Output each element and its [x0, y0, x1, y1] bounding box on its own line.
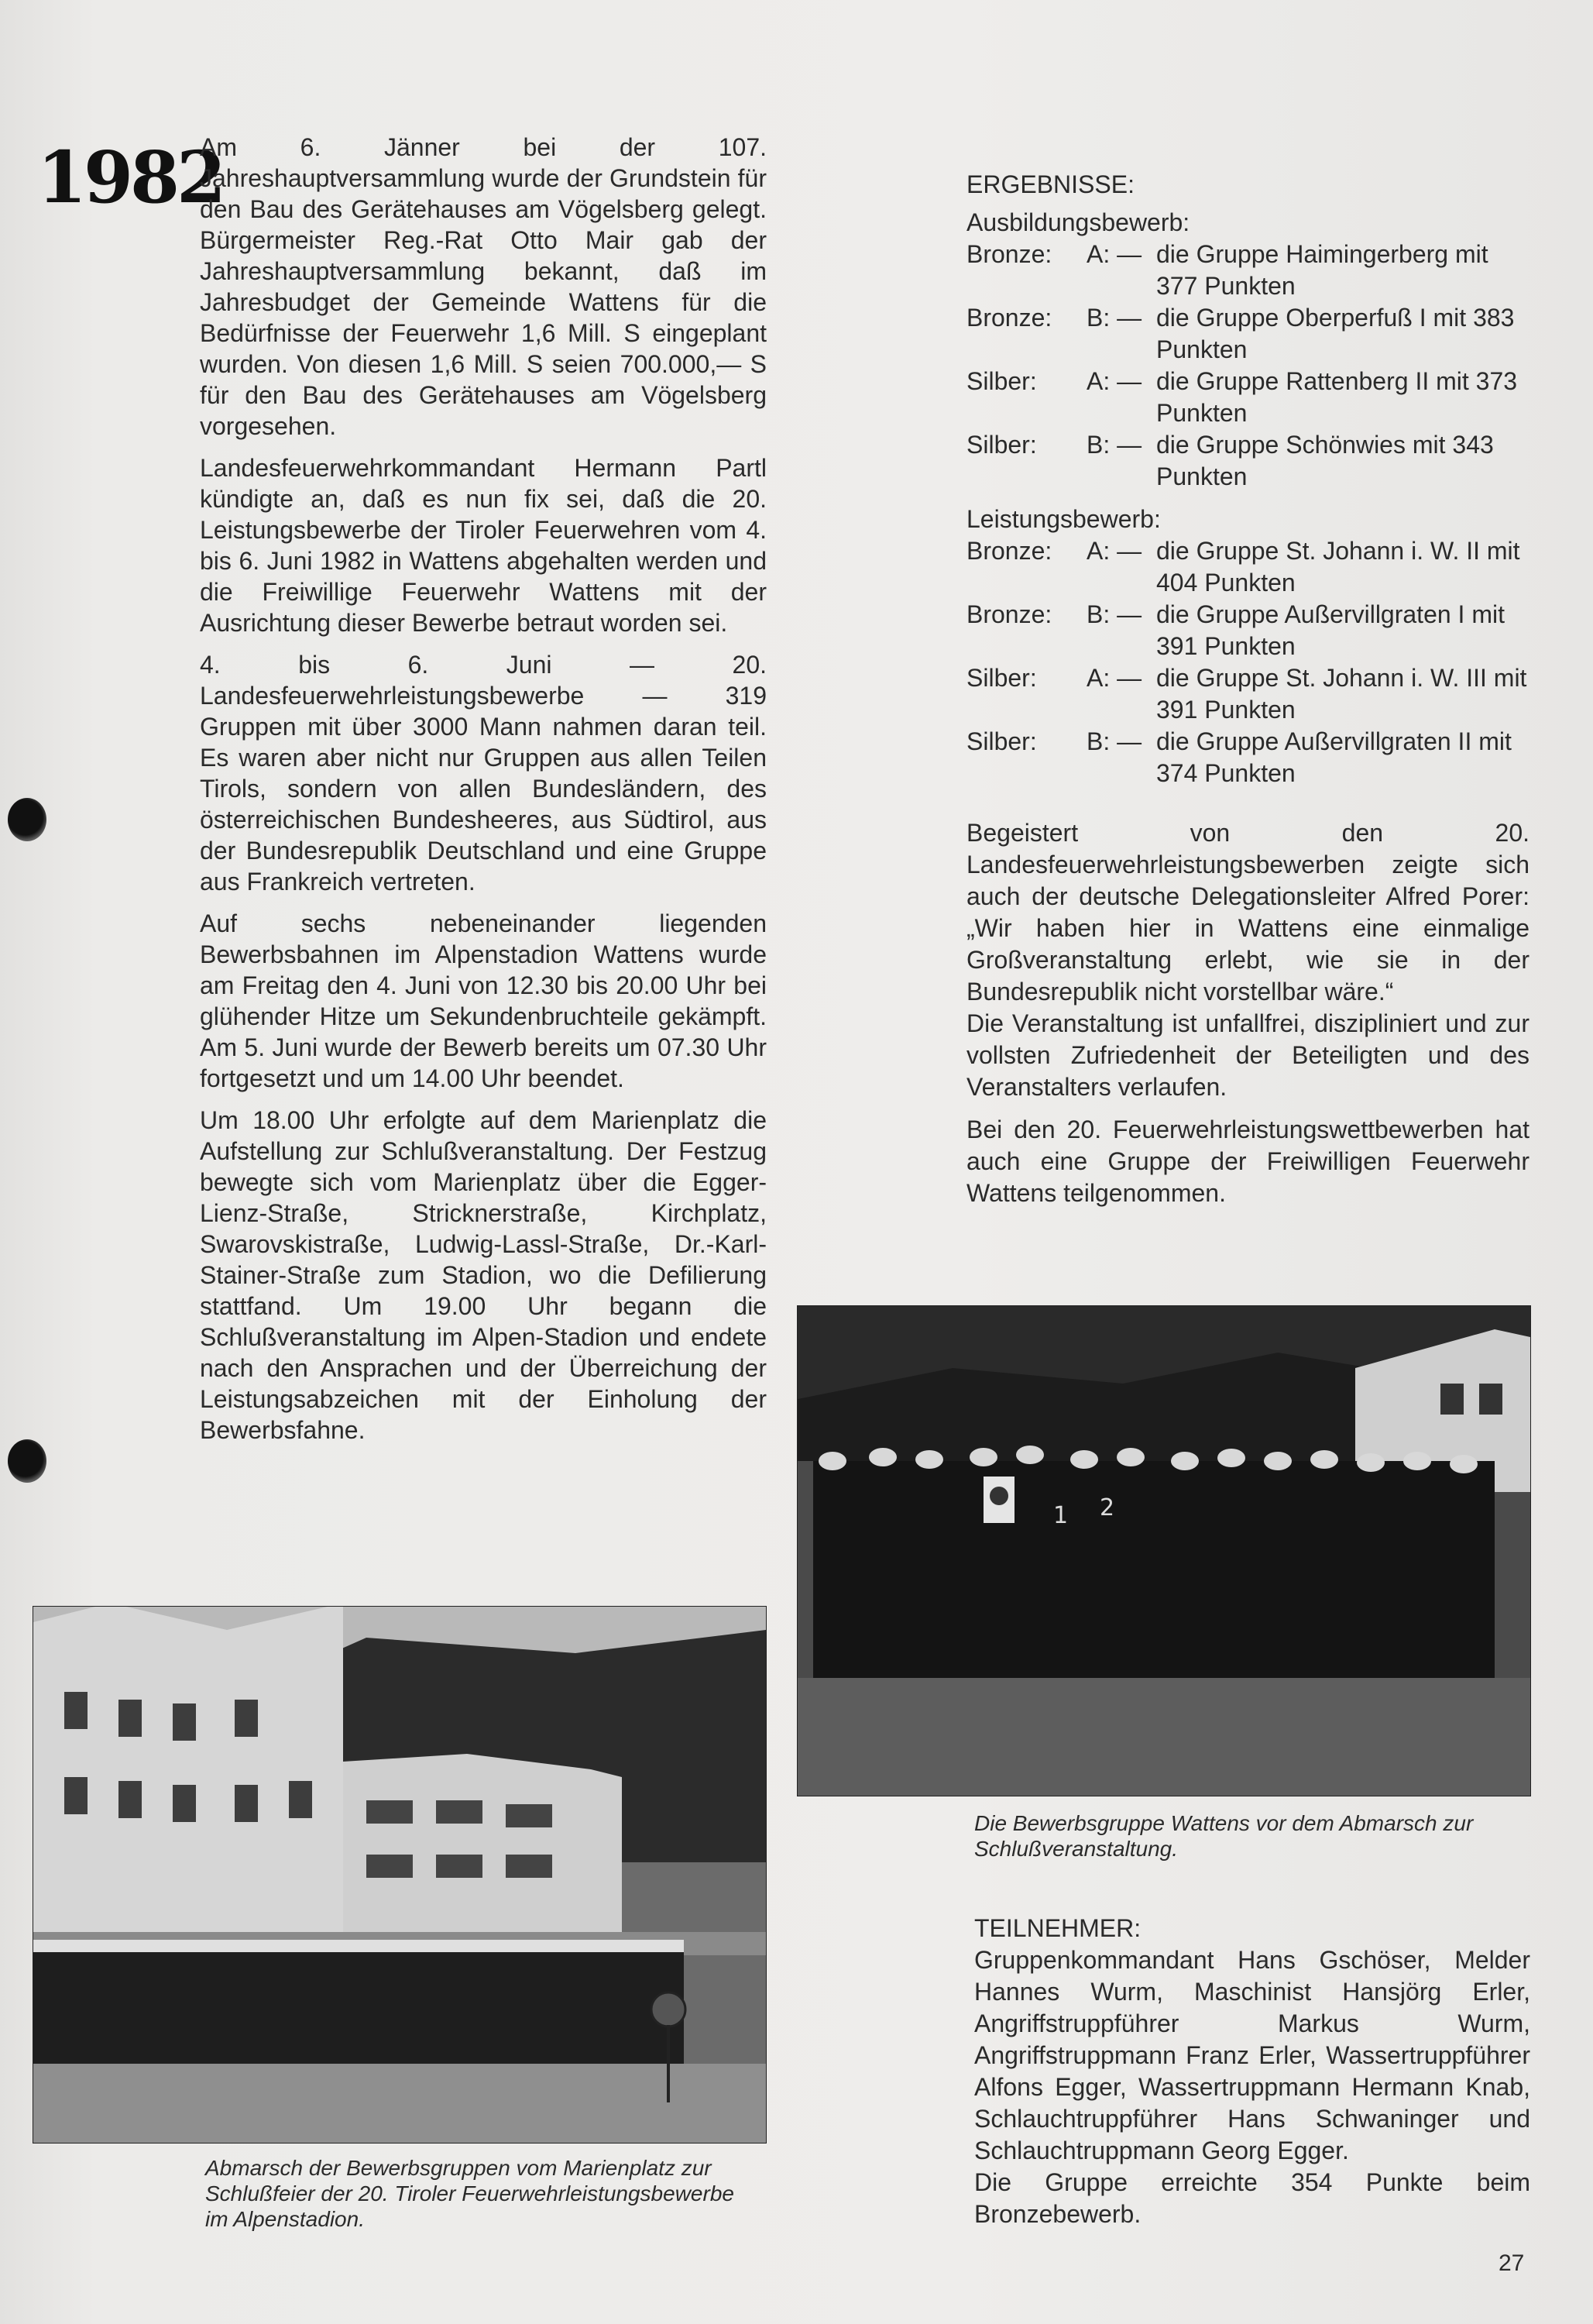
results-column [966, 169, 1529, 1209]
result-text: die Gruppe St. Johann i. W. II mit 404 Punkten [1156, 537, 1520, 596]
paragraph: Am 6. Jänner bei der 107. Jahreshauptversammlung wurde der Grundstein für den Bau des Gerätehauses am Vögelsberg gelegt. Bürgermeister Reg.-Rat Otto Mair gab der Jahreshauptversammlung bekannt, daß im Jahresbudget der Gemeinde Wattens für die Bedürfnisse der Feuerwehr 1,6 Mill. S eingeplant wurden. Von diesen 1,6 Mill. S seien 700.000,— S für den Bau des Gerätehauses am Vögelsberg vorgesehen. [200, 133, 767, 440]
participants-heading: TEILNEHMER: [974, 1914, 1142, 1942]
medal-label: Bronze: [966, 240, 1052, 268]
result-text: die Gruppe Schönwies mit 343 Punkten [1156, 431, 1494, 490]
medal-label: Bronze: [966, 304, 1052, 332]
result-text: die Gruppe Rattenberg II mit 373 Punkten [1156, 367, 1518, 427]
result-text: die Gruppe St. Johann i. W. III mit 391 Punkten [1156, 664, 1527, 724]
svg-text:1: 1 [1053, 1502, 1069, 1529]
photo-caption: Die Bewerbsgruppe Wattens vor dem Abmarsch zur Schlußveranstaltung. [974, 1811, 1474, 1861]
result-text: die Gruppe Oberperfuß I mit 383 Punkten [1156, 304, 1515, 363]
ausbildung-label: Ausbildungsbewerb: [966, 208, 1190, 236]
medal-label: Silber: [966, 664, 1037, 692]
medal-label: Bronze: [966, 537, 1052, 565]
result-row [966, 429, 1529, 493]
year-heading: 1982 [37, 136, 224, 219]
category-label: A: — [1087, 537, 1142, 565]
results-heading: ERGEBNISSE: [966, 170, 1135, 198]
result-row [966, 366, 1529, 429]
category-label: B: — [1087, 431, 1142, 459]
result-row [966, 535, 1529, 599]
medal-label: Bronze: [966, 600, 1052, 628]
category-label: B: — [1087, 727, 1142, 755]
page-number: 27 [1499, 2250, 1525, 2276]
paragraph: Um 18.00 Uhr erfolgte auf dem Marienplatz die Aufstellung zur Schlußveranstaltung. Der Festzug bewegte sich vom Marienplatz über die Egger-Lienz-Straße, Stricknerstraße, Kirchplatz, Swarovskistraße, Ludwig-Lassl-Straße, Dr.-Karl-Stainer-Straße zum Stadion, wo die Defilierung stattfand. Um 19.00 Uhr begann die Schlußveranstaltung im Alpen-Stadion und endete nach den Ansprachen und der Überreichung der Leistungsabzeichen mit der Einholung der Bewerbsfahne. [200, 1106, 767, 1444]
result-row [966, 239, 1529, 302]
medal-label: Silber: [966, 727, 1037, 755]
result-text: die Gruppe Haimingerberg mit 377 Punkten [1156, 240, 1488, 300]
binder-hole [8, 798, 46, 841]
result-row [966, 599, 1529, 662]
category-label: A: — [1087, 240, 1142, 268]
parade-photo [33, 1606, 767, 2144]
photo-caption: Abmarsch der Bewerbsgruppen vom Marienplatz zur Schlußfeier der 20. Tiroler Feuerwehrleistungsbewerbe im Alpenstadion. [205, 2156, 734, 2231]
participants-result: Die Gruppe erreichte 354 Punkte beim Bronzebewerb. [974, 2168, 1530, 2228]
binder-hole [8, 1439, 46, 1483]
medal-label: Silber: [966, 431, 1037, 459]
paragraph: 4. bis 6. Juni — 20. Landesfeuerwehrleistungsbewerbe — 319 Gruppen mit über 3000 Mann nahmen daran teil. Es waren aber nicht nur Gruppen aus allen Teilen Tirols, sondern von allen Bundesländern, des österreichischen Bundesheeres, aus Südtirol, aus der Bundesrepublik Deutschland und eine Gruppe aus Frankreich vertreten. [200, 651, 767, 896]
left-text-column [200, 132, 767, 1456]
category-label: B: — [1087, 600, 1142, 628]
group-photo [797, 1305, 1531, 1796]
paragraph: Auf sechs nebeneinander liegenden Bewerbsbahnen im Alpenstadion Wattens wurde am Freitag den 4. Juni von 12.30 bis 20.00 Uhr bei glühender Hitze um Sekundenbruchteile gekämpft. Am 5. Juni wurde der Bewerb bereits um 07.30 Uhr fortgesetzt und um 14.00 Uhr beendet. [200, 909, 767, 1092]
result-row [966, 726, 1529, 789]
paragraph: Bei den 20. Feuerwehrleistungswettbewerben hat auch eine Gruppe der Freiwilligen Feuerwehr Wattens teilgenommen. [966, 1116, 1529, 1207]
paragraph: Landesfeuerwehrkommandant Hermann Partl kündigte an, daß es nun fix sei, daß die 20. Leistungsbewerbe der Tiroler Feuerwehren vom 4. bis 6. Juni 1982 in Wattens abgehalten werden und die Freiwillige Feuerwehr Wattens mit der Ausrichtung dieser Bewerbe betraut worden sei. [200, 454, 767, 637]
svg-text:2: 2 [1100, 1494, 1115, 1521]
paragraph: Die Veranstaltung ist unfallfrei, diszipliniert und zur vollsten Zufriedenheit der Beteiligten und des Veranstalters verlaufen. [966, 1009, 1529, 1101]
category-label: B: — [1087, 304, 1142, 332]
paragraph: Begeistert von den 20. Landesfeuerwehrleistungsbewerben zeigte sich auch der deutsche Delegationsleiter Alfred Porer: „Wir haben hier in Wattens eine einmalige Großveranstaltung erlebt, wie sie in der Bundesrepublik nicht vorstellbar wäre.“ [966, 819, 1529, 1006]
result-row [966, 302, 1529, 366]
result-text: die Gruppe Außervillgraten I mit 391 Punkten [1156, 600, 1505, 660]
category-label: A: — [1087, 367, 1142, 395]
medal-label: Silber: [966, 367, 1037, 395]
category-label: A: — [1087, 664, 1142, 692]
leistung-label: Leistungsbewerb: [966, 505, 1161, 533]
participants-text: Gruppenkommandant Hans Gschöser, Melder Hannes Wurm, Maschinist Hansjörg Erler, Angriffstruppführer Markus Wurm, Angriffstruppmann Franz Erler, Wassertruppführer Alfons Egger, Wassertruppmann Hermann Knab, Schlauchtruppführer Hans Schwaninger und Schlauchtruppmann Georg Egger. [974, 1946, 1530, 2164]
participants-section [974, 1913, 1530, 2230]
result-text: die Gruppe Außervillgraten II mit 374 Punkten [1156, 727, 1512, 787]
result-row [966, 662, 1529, 726]
